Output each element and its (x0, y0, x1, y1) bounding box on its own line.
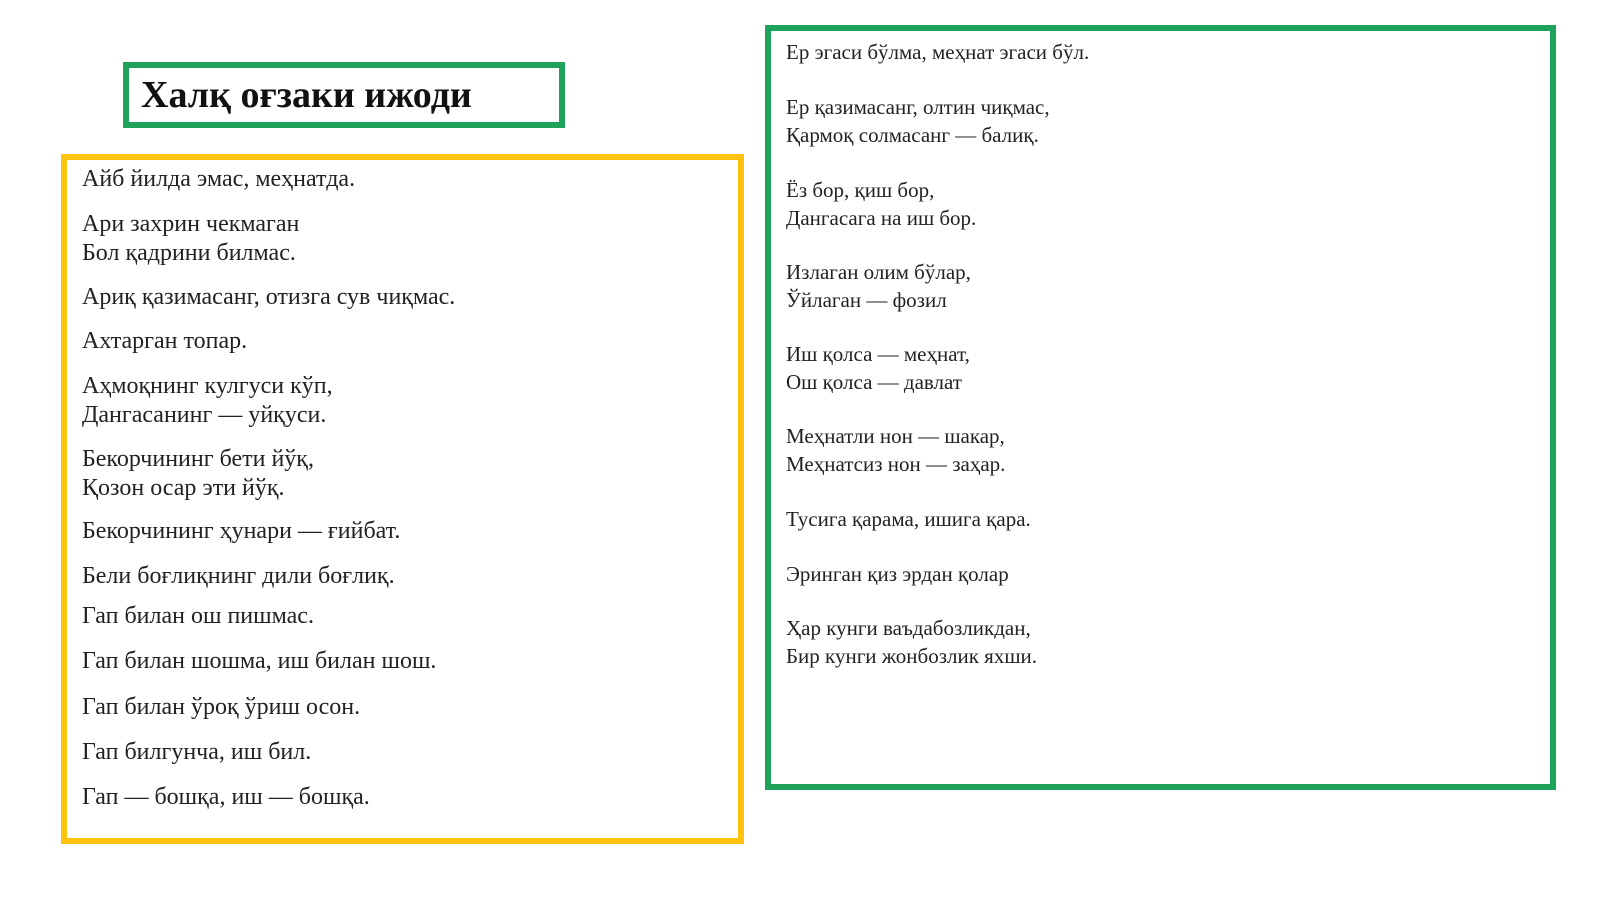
right-proverb-9 (786, 614, 1037, 670)
proverb-line: Бели боғлиқнинг дили боғлиқ. (82, 563, 395, 589)
proverb-line: Ёз бор, қиш бор, (786, 178, 935, 202)
left-proverbs-panel (61, 154, 744, 844)
title-box (123, 62, 565, 128)
proverb-line: Бекорчининг бети йўқ, (82, 446, 314, 472)
proverb-line: Бекорчининг ҳунари — ғийбат. (82, 518, 401, 544)
proverb-line: Меҳнатсиз нон — заҳар. (786, 452, 1006, 476)
left-proverb-10 (82, 647, 436, 676)
proverb-line: Дангасанинг — уйқуси. (82, 402, 327, 428)
left-proverb-1 (82, 165, 355, 194)
right-proverb-7 (786, 505, 1031, 533)
proverb-line: Ҳар кунги ваъдабозликдан, (786, 616, 1031, 640)
left-proverb-9 (82, 602, 314, 631)
left-proverb-5 (82, 372, 333, 430)
proverb-line: Гап билан ўроқ ўриш осон. (82, 694, 361, 720)
proverb-line: Ўйлаган — фозил (786, 288, 947, 312)
right-proverb-6 (786, 422, 1005, 478)
left-proverb-13 (82, 783, 370, 812)
right-proverb-2 (786, 93, 1050, 149)
left-proverb-7 (82, 517, 400, 546)
right-proverb-4 (786, 258, 971, 314)
proverb-line: Бир кунги жонбозлик яхши. (786, 644, 1037, 668)
proverb-line: Ахтарган топар. (82, 328, 248, 354)
proverb-line: Тусига қарама, ишига қара. (786, 507, 1031, 531)
proverb-line: Ари захрин чекмаган (82, 211, 300, 237)
proverb-line: Ош қолса — давлат (786, 370, 962, 394)
left-proverb-12 (82, 738, 311, 767)
proverb-line: Меҳнатли нон — шакар, (786, 424, 1005, 448)
proverb-line: Излаган олим бўлар, (786, 260, 971, 284)
left-proverb-2 (82, 210, 299, 268)
left-proverb-11 (82, 693, 360, 722)
proverb-line: Гап — бошқа, иш — бошқа. (82, 784, 370, 810)
left-proverb-3 (82, 283, 455, 312)
proverb-line: Қозон осар эти йўқ. (82, 475, 285, 501)
proverb-line: Эринган қиз эрдан қолар (786, 562, 1009, 586)
proverb-line: Дангасага на иш бор. (786, 206, 977, 230)
left-proverb-8 (82, 562, 395, 591)
right-proverb-3 (786, 176, 976, 232)
proverb-line: Қармоқ солмасанг — балиқ. (786, 123, 1039, 147)
proverb-line: Ер қазимасанг, олтин чиқмас, (786, 95, 1050, 119)
page-title: Халқ оғзаки ижоди (141, 74, 472, 116)
right-proverbs-panel (765, 25, 1556, 790)
right-proverb-8 (786, 560, 1009, 588)
left-proverb-6 (82, 445, 314, 503)
left-proverb-4 (82, 327, 247, 356)
proverb-line: Ер эгаси бўлма, меҳнат эгаси бўл. (786, 40, 1090, 64)
proverb-line: Ариқ қазимасанг, отизга сув чиқмас. (82, 284, 456, 310)
proverb-line: Иш қолса — меҳнат, (786, 342, 970, 366)
proverb-line: Гап билгунча, иш бил. (82, 739, 312, 765)
right-proverb-1 (786, 38, 1089, 66)
proverb-line: Гап билан шошма, иш билан шош. (82, 648, 437, 674)
proverb-line: Бол қадрини билмас. (82, 240, 296, 266)
right-proverb-5 (786, 340, 970, 396)
proverb-line: Аҳмоқнинг кулгуси кўп, (82, 373, 333, 399)
proverb-line: Гап билан ош пишмас. (82, 603, 314, 629)
proverb-line: Айб йилда эмас, меҳнатда. (82, 166, 356, 192)
